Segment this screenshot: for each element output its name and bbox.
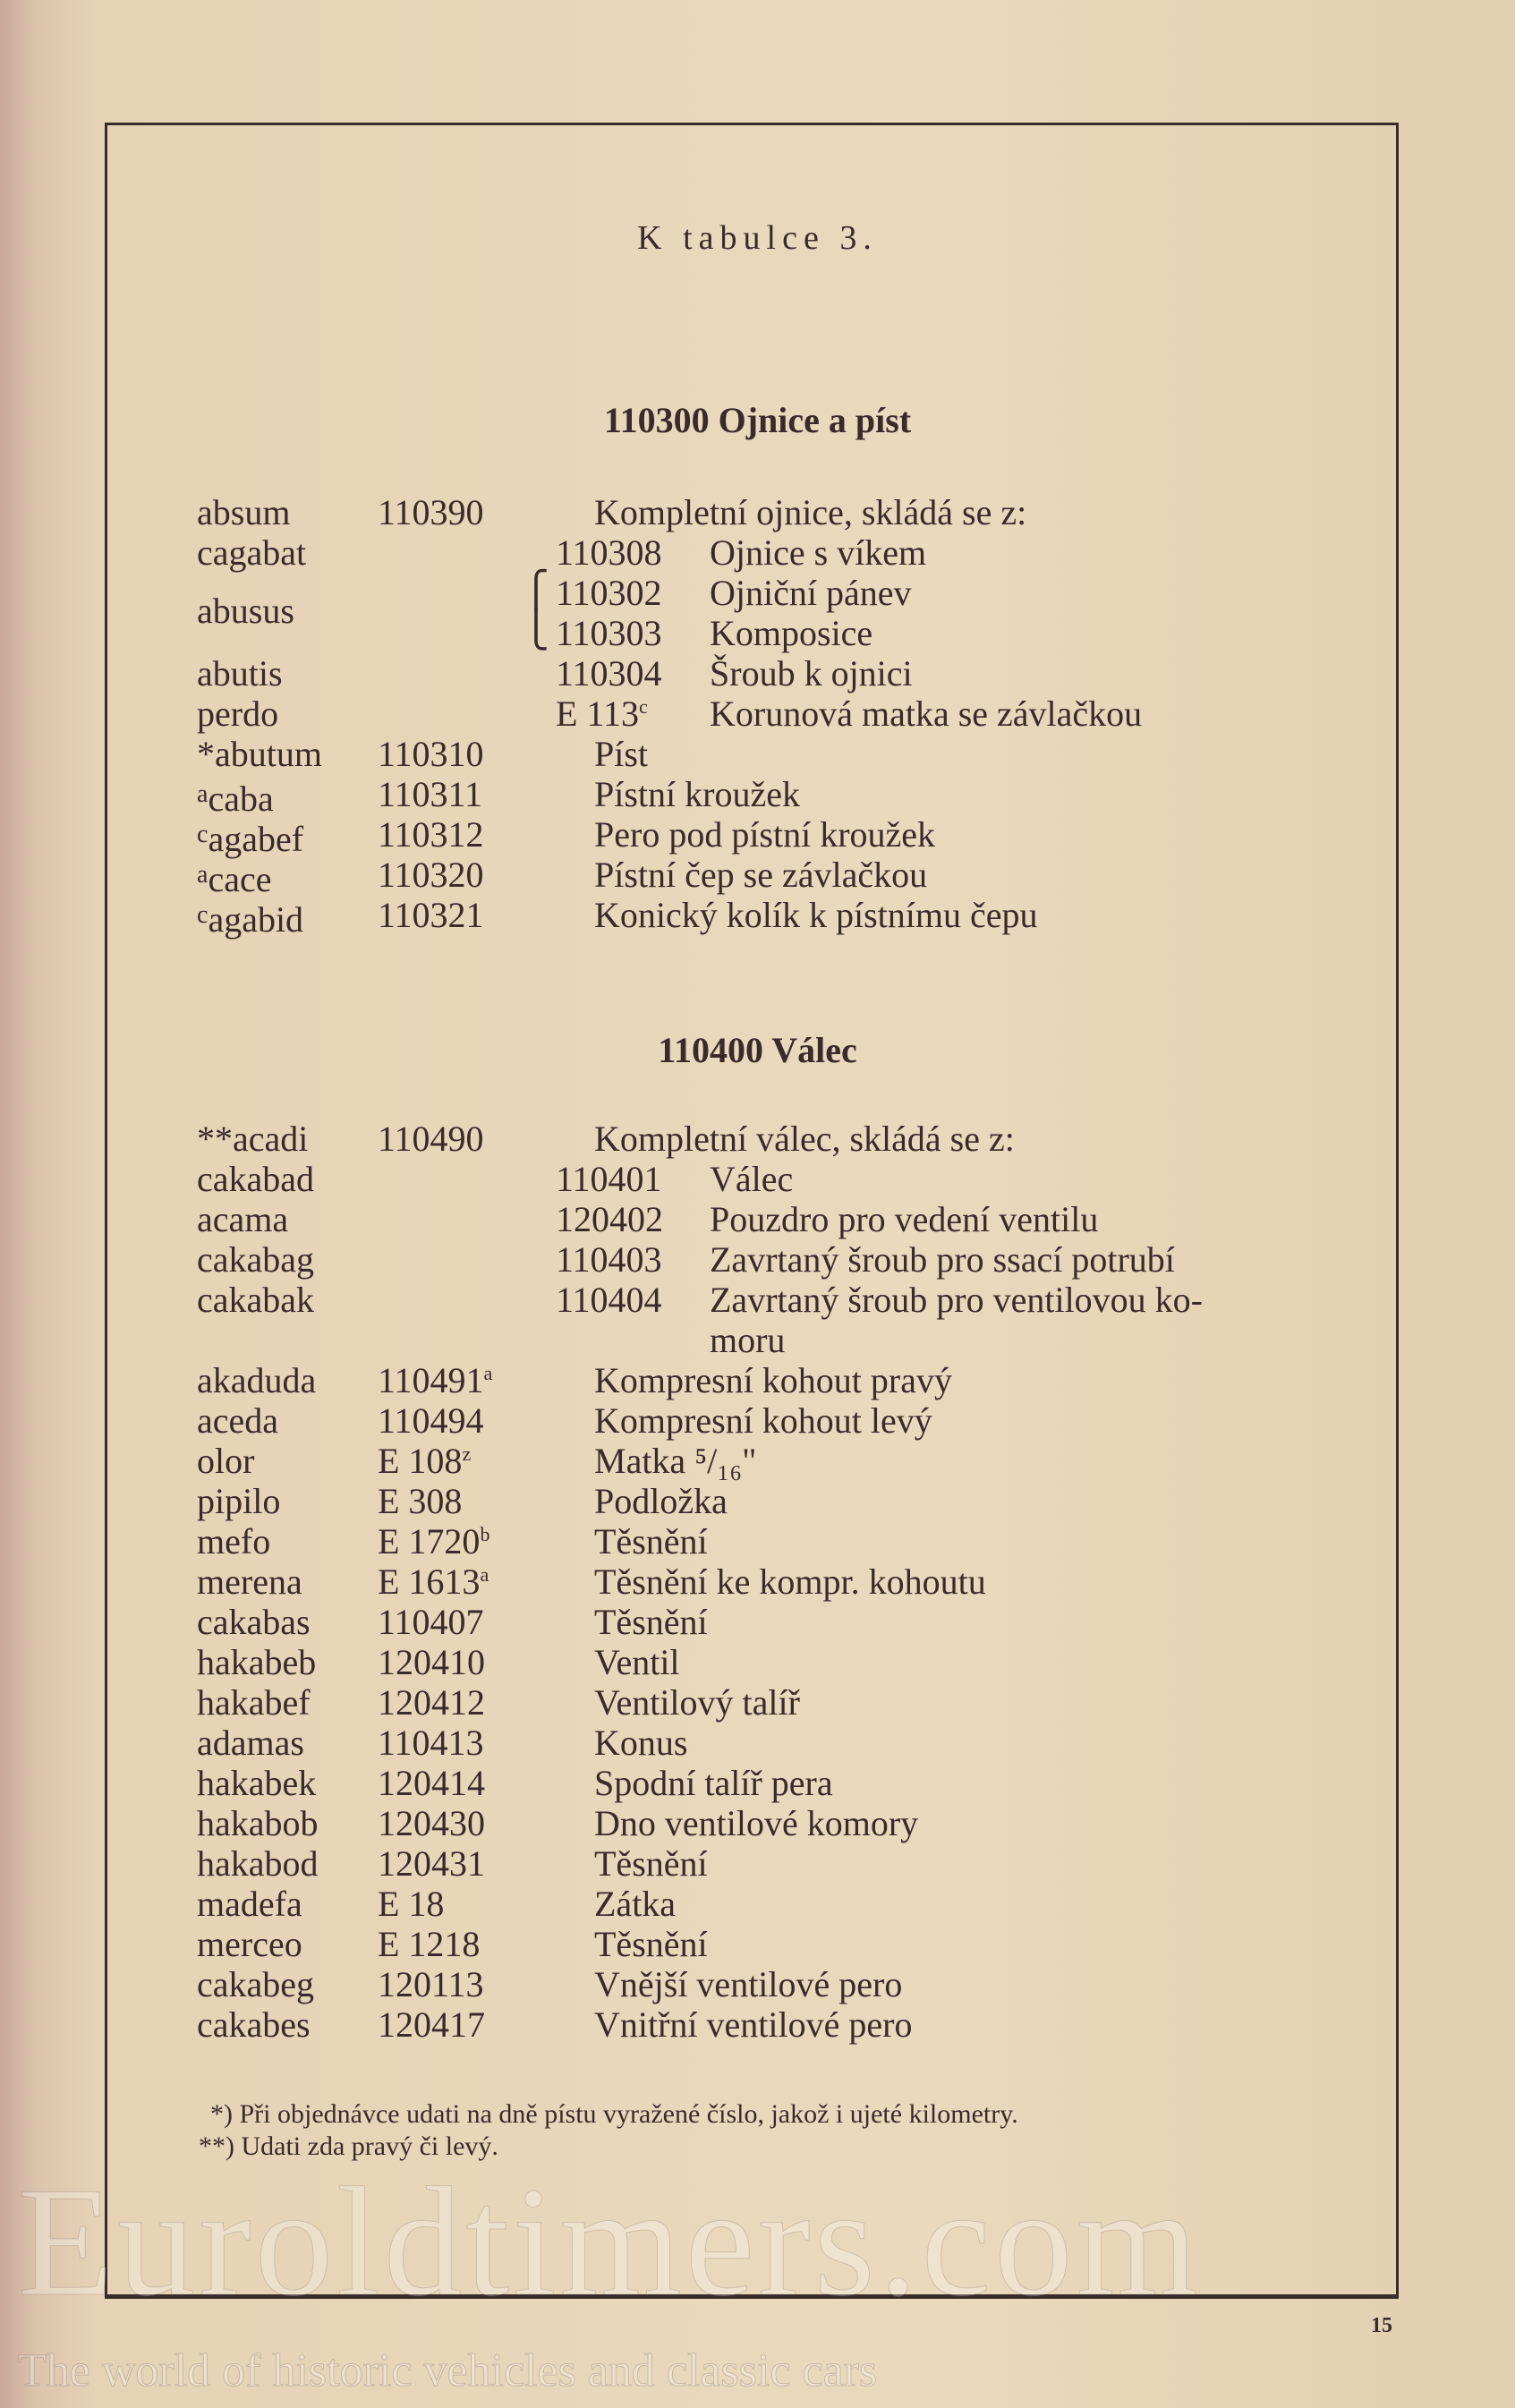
part-number [378,1884,444,1924]
part-description: Kompresní kohout pravý [594,1360,952,1400]
brace-bottom: ⎩ [523,609,549,650]
number-text: 110401 [556,1159,662,1199]
code-text: pipilo [197,1481,281,1521]
code-text: acama [197,1199,289,1239]
part-code [197,653,283,693]
part-description: Ojniční pánev [710,573,912,613]
table-row [0,1602,1515,1642]
number-text: E 308 [378,1481,463,1521]
part-number [378,1843,485,1884]
part-number [556,1199,663,1239]
part-code [197,1199,288,1239]
number-text: 120430 [378,1803,485,1843]
number-text: 110413 [378,1723,484,1763]
table-row [0,895,1515,940]
part-description: Píst [594,734,649,774]
part-description: Pístní čep se závlačkou [594,855,928,895]
code-text: adamas [197,1723,304,1763]
part-number [556,1159,662,1199]
part-number [556,693,648,734]
part-description: Komposice [710,613,873,653]
part-description: Těsnění ke kompr. kohoutu [594,1561,986,1602]
part-code [197,492,290,532]
code-text: cakabak [197,1280,315,1320]
number-text: 110403 [556,1239,662,1280]
number-text: 110310 [378,734,484,774]
number-superscript: a [480,1563,489,1586]
number-text: 110311 [378,774,483,814]
number-text: 110308 [556,532,662,573]
part-number [378,734,484,774]
part-number [378,1400,484,1441]
part-code [197,1441,254,1481]
number-text: 110491 [378,1360,484,1400]
part-number [556,573,662,613]
part-code [197,1119,308,1159]
part-description: Spodní talíř pera [594,1763,833,1803]
code-text: olor [197,1441,255,1481]
number-text: E 1613 [378,1561,481,1602]
watermark-tagline: The world of historic vehicles and classic cars [18,2345,878,2396]
part-code [197,1843,319,1884]
part-description: Zátka [594,1884,677,1924]
table-row [0,1803,1515,1843]
number-superscript: a [483,1362,493,1384]
part-description: Pístní kroužek [594,774,800,814]
part-description: Dno ventilové komory [594,1803,919,1843]
part-description: Vnitřní ventilové pero [594,2004,913,2045]
part-code [197,774,274,819]
part-number [556,1239,662,1280]
code-prefix: c [197,901,209,929]
code-text: cace [208,859,272,899]
part-number [378,1602,484,1642]
part-number [556,613,662,653]
code-text: aceda [197,1400,279,1441]
part-code [197,1521,270,1561]
part-number [556,653,662,693]
table-row [0,1723,1515,1763]
number-text: 110312 [378,814,484,855]
part-number [556,1280,662,1320]
code-text: perdo [197,693,279,734]
part-description: Zavrtaný šroub pro ssací potrubí [710,1239,1175,1280]
part-description: Válec [710,1159,794,1199]
code-text: cakabag [197,1239,315,1280]
number-text: 110302 [556,573,662,613]
number-text: 110304 [556,653,662,693]
table-row [0,1924,1515,1964]
part-code [197,1682,311,1723]
part-code [197,1561,302,1602]
part-description: Korunová matka se závlačkou [710,693,1143,734]
watermark-site: Euroldtimers.com [18,2155,1202,2328]
number-text: E 1720 [378,1521,481,1561]
part-description: moru [710,1320,786,1360]
table-row [0,492,1515,532]
part-description: Pouzdro pro vedení ventilu [710,1199,1099,1239]
code-text: agabef [208,819,304,859]
part-description: Těsnění [594,1521,708,1561]
code-text: cakabes [197,2004,311,2045]
table-row [0,1159,1515,1199]
part-description: Ventilový talíř [594,1682,800,1723]
number-superscript: c [638,695,648,718]
number-text: 120113 [378,1964,484,2004]
part-number [378,492,484,532]
section-heading-valec: 110400 Válec [658,1030,857,1070]
table-row [0,1280,1515,1320]
part-number [378,1723,484,1763]
part-code [197,1763,316,1803]
table-row [0,1481,1515,1521]
part-number [378,1119,484,1159]
part-number [378,1360,492,1400]
part-description: Vnější ventilové pero [594,1964,903,2004]
section-heading-ojnice: 110300 Ojnice a píst [603,400,912,440]
table-row [0,1521,1515,1561]
grouped-code: abusus [197,591,294,631]
part-description: Kompletní válec, skládá se z: [594,1119,1015,1159]
number-text: E 18 [378,1884,445,1924]
part-code [197,693,278,734]
part-number [378,1682,485,1723]
table-row [0,1884,1515,1924]
part-number [378,1924,480,1964]
part-description: Konus [594,1723,688,1763]
part-code [197,1642,316,1682]
part-code [197,1924,302,1964]
code-text: cakabeg [197,1964,315,2004]
number-text: 120431 [378,1843,485,1884]
table-row [0,814,1515,859]
code-prefix: c [197,821,209,848]
code-text: mefo [197,1521,271,1561]
part-description: Kompletní ojnice, skládá se z: [594,492,1027,532]
part-description: Ventil [594,1642,680,1682]
code-text: **acadi [197,1119,309,1159]
number-text: 110320 [378,855,484,895]
table-row [0,734,1515,774]
code-text: hakabod [197,1843,319,1884]
part-code [197,1280,314,1320]
part-code [197,734,322,774]
code-text: cakabad [197,1159,315,1199]
part-code [197,1159,314,1199]
number-superscript: z [462,1442,472,1465]
part-code [197,1239,314,1280]
part-description: Těsnění [594,1924,708,1964]
code-text: hakabeb [197,1642,317,1682]
part-code [197,1481,280,1521]
part-number [378,1561,489,1602]
page-title: K tabulce 3. [637,219,878,257]
part-description: Pero pod pístní kroužek [594,814,936,855]
part-description: Podložka [594,1481,728,1521]
code-text: abutis [197,653,283,693]
part-description: Kompresní kohout levý [594,1400,932,1441]
code-text: *abutum [197,734,322,774]
part-number [378,1481,462,1521]
code-text: cagabat [197,532,307,573]
part-description: Šroub k ojnici [710,653,913,693]
part-code [197,1884,302,1924]
code-text: absum [197,492,291,532]
part-code [197,1723,304,1763]
part-number [378,774,482,814]
table-row [0,532,1515,573]
table-row [0,1682,1515,1723]
footnote-1: *) Při objednávce udati na dně pístu vyražené číslo, jakož i ujeté kilometry. [210,2099,1018,2129]
page-number: 15 [1371,2314,1392,2337]
part-code [197,1964,314,2004]
part-description: Konický kolík k pístnímu čepu [594,895,1038,935]
number-text: 120414 [378,1763,485,1803]
part-code [197,532,306,573]
table-row [0,1320,1515,1360]
table-row [0,855,1515,899]
table-row [0,1763,1515,1803]
table-row [0,1642,1515,1682]
part-code [197,895,303,940]
code-text: akaduda [197,1360,317,1400]
table-row [0,1400,1515,1441]
code-prefix: a [197,780,209,808]
part-code [197,2004,311,2045]
table-row [0,2004,1515,2045]
number-text: 110494 [378,1400,484,1441]
code-text: caba [208,779,274,819]
number-superscript: b [480,1523,490,1545]
part-description: Těsnění [594,1843,708,1884]
table-row [0,1441,1515,1481]
part-number [378,2004,485,2045]
part-description: Těsnění [594,1602,708,1642]
footnote-2: **) Udati zda pravý či levý. [199,2131,498,2161]
number-text: E 1218 [378,1924,481,1964]
number-text: 110321 [378,895,484,935]
table-row [0,1360,1515,1400]
code-text: agabid [208,899,304,940]
part-number [378,1803,485,1843]
table-row [0,1119,1515,1159]
part-code [197,1803,319,1843]
part-code [197,1602,311,1642]
number-text: 120410 [378,1642,485,1682]
code-text: hakabob [197,1803,319,1843]
table-row [0,1239,1515,1280]
number-text: E 108 [378,1441,463,1481]
table-row [0,1561,1515,1602]
part-number [378,814,484,855]
part-number [378,895,484,935]
part-description: Ojnice s víkem [710,532,927,573]
part-number [378,1642,485,1682]
table-row [0,653,1515,693]
number-text: 110303 [556,613,662,653]
code-text: cakabas [197,1602,311,1642]
table-row [0,1843,1515,1884]
part-code [197,855,271,899]
code-text: hakabek [197,1763,317,1803]
part-number [378,1763,485,1803]
part-code [197,814,303,859]
number-text: 110490 [378,1119,484,1159]
table-row [0,1199,1515,1239]
part-number [378,1441,471,1481]
code-text: merena [197,1561,302,1602]
part-description: Zavrtaný šroub pro ventilovou ko- [710,1280,1203,1320]
part-number [378,855,484,895]
part-code [197,1360,316,1400]
brace-top: ⎧ [523,570,549,610]
code-text: madefa [197,1884,302,1924]
number-text: 110404 [556,1280,662,1320]
code-text: merceo [197,1924,302,1964]
code-prefix: a [197,861,209,889]
code-text: hakabef [197,1682,311,1723]
part-number [378,1521,489,1561]
part-number [556,532,662,573]
part-code [197,1400,278,1441]
number-text: E 113 [556,693,639,734]
table-row [0,1964,1515,2004]
part-description: Matka ⁵/₁₆" [594,1441,757,1481]
table-row [0,693,1515,734]
number-text: 120412 [378,1682,485,1723]
part-number [378,1964,484,2004]
number-text: 120402 [556,1199,663,1239]
number-text: 120417 [378,2004,485,2045]
number-text: 110407 [378,1602,484,1642]
table-row [0,774,1515,819]
number-text: 110390 [378,492,484,532]
